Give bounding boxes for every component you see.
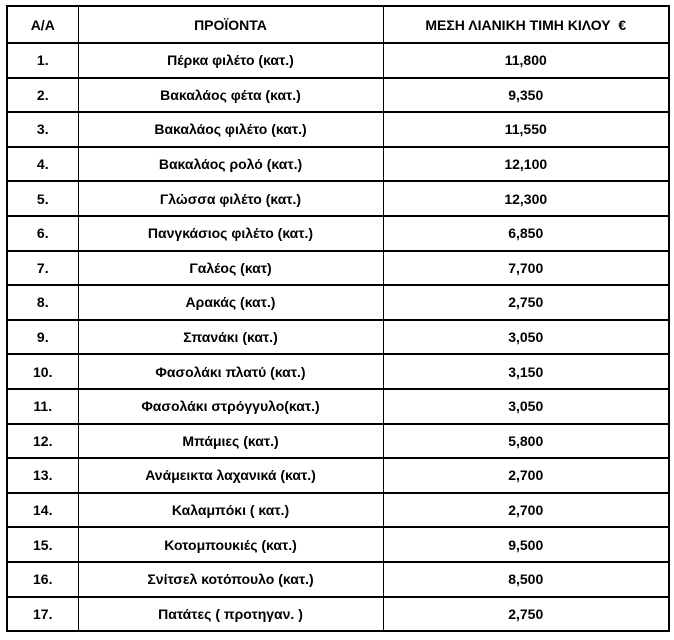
product-price-cell: 12,100: [383, 147, 669, 182]
product-name-cell: Ανάμεικτα λαχανικά (κατ.): [78, 458, 383, 493]
header-row: [7, 6, 669, 43]
row-number-cell: 17.: [7, 597, 78, 632]
product-name-cell: Βακαλάος ρολό (κατ.): [78, 147, 383, 182]
product-price-cell: 5,800: [383, 424, 669, 459]
table-row: [7, 216, 669, 251]
row-number-cell: 10.: [7, 354, 78, 389]
product-name-cell: Σπανάκι (κατ.): [78, 320, 383, 355]
product-price-cell: 11,800: [383, 43, 669, 78]
row-number-cell: 14.: [7, 493, 78, 528]
row-number-cell: 12.: [7, 424, 78, 459]
product-name-cell: Κοτομπουκιές (κατ.): [78, 527, 383, 562]
product-name-cell: Πατάτες ( προτηγαν. ): [78, 597, 383, 632]
product-price-cell: 2,750: [383, 597, 669, 632]
row-number-cell: 13.: [7, 458, 78, 493]
row-number-cell: 9.: [7, 320, 78, 355]
price-table: [6, 5, 670, 632]
row-number-cell: 15.: [7, 527, 78, 562]
product-price-cell: 3,150: [383, 354, 669, 389]
product-price-cell: 3,050: [383, 389, 669, 424]
product-price-cell: 3,050: [383, 320, 669, 355]
table-row: [7, 527, 669, 562]
table-row: [7, 320, 669, 355]
row-number-cell: 16.: [7, 562, 78, 597]
table-body: [7, 43, 669, 631]
row-number-cell: 5.: [7, 181, 78, 216]
header-serial-number: Α/Α: [7, 6, 78, 43]
row-number-cell: 1.: [7, 43, 78, 78]
table-row: [7, 78, 669, 113]
row-number-cell: 2.: [7, 78, 78, 113]
row-number-cell: 4.: [7, 147, 78, 182]
table-row: [7, 597, 669, 632]
product-price-cell: 9,500: [383, 527, 669, 562]
product-name-cell: Βακαλάος φιλέτο (κατ.): [78, 112, 383, 147]
product-name-cell: Γαλέος (κατ): [78, 251, 383, 286]
table-row: [7, 424, 669, 459]
product-price-cell: 2,700: [383, 458, 669, 493]
product-price-cell: 9,350: [383, 78, 669, 113]
row-number-cell: 7.: [7, 251, 78, 286]
product-name-cell: Πανγκάσιος φιλέτο (κατ.): [78, 216, 383, 251]
product-name-cell: Καλαμπόκι ( κατ.): [78, 493, 383, 528]
table-row: [7, 389, 669, 424]
header-products: ΠΡΟΪΟΝΤΑ: [78, 6, 383, 43]
row-number-cell: 3.: [7, 112, 78, 147]
table-row: [7, 43, 669, 78]
row-number-cell: 11.: [7, 389, 78, 424]
table-row: [7, 285, 669, 320]
product-price-cell: 7,700: [383, 251, 669, 286]
product-price-cell: 2,750: [383, 285, 669, 320]
table-row: [7, 147, 669, 182]
table-row: [7, 493, 669, 528]
product-name-cell: Πέρκα φιλέτο (κατ.): [78, 43, 383, 78]
table-row: [7, 112, 669, 147]
table-row: [7, 562, 669, 597]
header-average-retail-price: ΜΕΣΗ ΛΙΑΝΙΚΗ ΤΙΜΗ ΚΙΛΟΥ €: [383, 6, 669, 43]
product-price-cell: 11,550: [383, 112, 669, 147]
product-price-cell: 6,850: [383, 216, 669, 251]
product-name-cell: Αρακάς (κατ.): [78, 285, 383, 320]
product-name-cell: Γλώσσα φιλέτο (κατ.): [78, 181, 383, 216]
product-name-cell: Φασολάκι πλατύ (κατ.): [78, 354, 383, 389]
row-number-cell: 6.: [7, 216, 78, 251]
row-number-cell: 8.: [7, 285, 78, 320]
product-price-cell: 2,700: [383, 493, 669, 528]
table-row: [7, 181, 669, 216]
table-row: [7, 251, 669, 286]
table-header: [7, 6, 669, 43]
table-row: [7, 354, 669, 389]
product-name-cell: Μπάμιες (κατ.): [78, 424, 383, 459]
product-name-cell: Φασολάκι στρόγγυλο(κατ.): [78, 389, 383, 424]
product-name-cell: Βακαλάος φέτα (κατ.): [78, 78, 383, 113]
table-row: [7, 458, 669, 493]
product-price-cell: 12,300: [383, 181, 669, 216]
product-price-cell: 8,500: [383, 562, 669, 597]
product-name-cell: Σνίτσελ κοτόπουλο (κατ.): [78, 562, 383, 597]
